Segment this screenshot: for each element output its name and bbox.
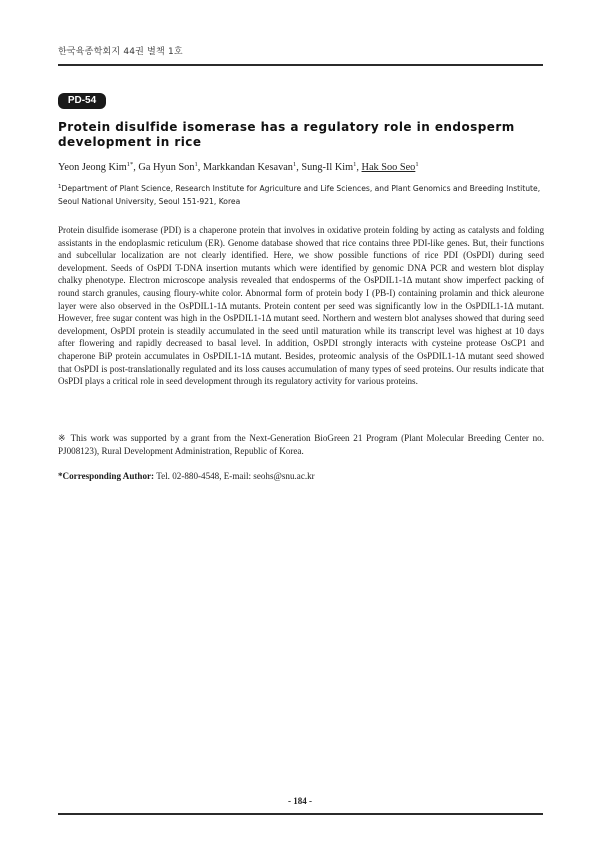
contact-details: Tel. 02-880-4548, E-mail: seohs@snu.ac.kr [154,471,315,481]
author: Yeon Jeong Kim$^{1*}$, [58,161,139,173]
author-list [58,162,546,173]
abstract-body: Protein disulfide isomerase (PDI) is a chaperone protein that involves in oxidative protein folding by acting as catalysts and folding assistants in the endoplasmic reticulum (ER). Genome database showed that rice contains three PDI-like genes. But, their functions and subcellular localization are not clearly identified. Here, we show possible functions of rice PDI (OsPDI) during seed development. Seeds of OsPDI T-DNA insertion mutants which were identified by genomic DNA PCR and western blot display chalky phenotype. Electron microscope analysis revealed that endosperms of the OsPDIL1-1Δ mutant show imperfect packing of round starch granules, causing floury-white color. Abnormal form of protein body I (PB-I) containing prolamin and thick aleurone layer were also observed in the OsPDIL1-1Δ mutants. Protein content per seed was significantly low in the OsPDIL1-1Δ mutant. However, free sugar content was high in the OsPDIL1-1Δ mutant seed. Northern and western blot analyses showed that during seed development, OsPDI protein is steadily accumulated in the seed until maturation while its transcript level was highest at 10 days after flowering and rapidly decreased to basal level. In addition, OsPDI strongly interacts with cysteine protease OsCP1 and chaperone BiP protein accumulates in OsPDIL1-1Δ mutant. Besides, proteomic analysis of the OsPDIL1-1Δ mutant seed showed that OsPDI is post-translationally regulated and its loss causes accumulation of many types of seed proteins. Our results indicate that OsPDI plays a critical role in seed development through its regulatory activity for various proteins. [58,225,544,387]
affiliation [58,183,546,208]
page-number: - 184 - [288,796,312,806]
poster-id-badge: PD-54 [58,93,106,109]
header-rule [58,64,543,66]
corresponding-author-info [58,471,544,481]
corresponding-label: *Corresponding Author: [58,471,155,481]
running-head: 한국육종학회지 44권 별책 1호 [58,47,183,57]
footer-rule [58,813,543,815]
author: Sung-Il Kim$^1$, [301,161,362,173]
author: Ga Hyun Son$^1$, [138,161,203,173]
author: Markkandan Kesavan$^1$, [202,161,302,173]
paper-title: Protein disulfide isomerase has a regulatory role in endosperm development in rice [58,120,515,149]
affiliation-text: Department of Plant Science, Research Institute for Agriculture and Life Sciences, and Plant Genomics and Breeding Institute, Seoul National University, Seoul 151-921, Korea [58,184,541,206]
corresponding-author-name: Hak Soo Seo$^1$ [361,161,419,173]
affiliation-marker: 1 [58,184,62,190]
funding-acknowledgement: ※ This work was supported by a grant from the Next-Generation BioGreen 21 Program (Plant Molecular Breeding Center no. PJ008123), Rural Development Administration, Republic of Korea. [58,433,544,456]
